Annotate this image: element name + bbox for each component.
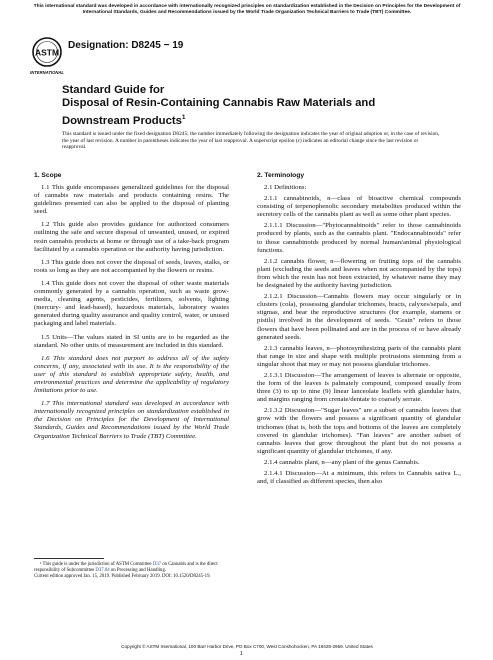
logo-subtext: INTERNATIONAL [30,70,64,75]
designation: Designation: D8245 − 19 [68,40,184,51]
paragraph-1-3: 1.3 This guide does not cover the disposal of seeds, leaves, stalks, or roots so long as they are not accompanied by the flowers or resins. [34,258,229,274]
paragraph-1-2: 1.2 This guide also provides guidance for authorized consumers outlining the safe and secure disposal of unwanted, unused, or expired resin cannabis products at home or through use of a take-back program facilitated by a cannabis operation or the authority having jurisdiction. [34,221,229,253]
paragraph-1-6: 1.6 This standard does not purport to address all of the safety concerns, if any, associated with its use. It is the responsibility of the user of this standard to establish appropriate safety, health, and environmental practices and determine the applicability of regulatory limitations prior to use. [34,354,229,395]
title-line-2: Disposal of Resin-Containing Cannabis Raw Materials and [62,97,376,110]
footnote-text-1: ¹ This guide is under the jurisdiction of ASTM Committee [40,562,153,567]
terminology-heading: 2. Terminology [257,172,305,179]
paragraph-1-4: 1.4 This guide does not cover the disposal of other waste materials commonly generated by a cannabis operation, such as waste grow-media, cleaning agents, pesticides, fertilizers, solvents, lighting (mercury- and lead-based), hazardous materials, laboratory wastes generated during quality assurance and quality control, water, or unused packaging and label materials. [34,279,229,328]
paragraph-1-1: 1.1 This guide encompasses generalized guidelines for the disposal of cannabis raw materials and products containing resins. The guidelines presented can also be applied to the disposal of planting seed. [34,184,229,216]
footnote-divider [34,558,104,559]
paragraph-2-1-4: 2.1.4 cannabis plant, n—any plant of the genus Cannabis. [264,458,420,466]
footnote-jurisdiction [34,562,229,579]
title-line-1: Standard Guide for [62,84,165,96]
document-title [62,84,442,128]
astm-logo [30,36,64,78]
standard-issue-note: This standard is issued under the fixed designation D8245; the number immediately following the designation indicates the year of original adoption or, in the case of revision, the year of last revision. A number in parentheses indicates the year of last reapproval. A superscript epsilon (ε) indicates an editorial change since the last revision or reapproval. [62,131,440,151]
paragraph-1-5: 1.5 Units—The values stated in SI units are to be regarded as the standard. No other units of measurement are included in this standard. [34,333,229,349]
footnote-text-3: on Processing and Handling. [109,567,167,573]
subcommittee-d37-04-link[interactable]: D37.04 [95,567,110,573]
paragraph-1-7: 1.7 This international standard was developed in accordance with internationally recognized principles on standardization established in the Decision on Principles for the Development of International Standards, Guides and Recommendations issued by the World Trade Organization Technical Barriers to Trade (TBT) Committee. [34,400,229,440]
paragraph-2-1-3-2: 2.1.3.2 Discussion—"Sugar leaves" are a subset of cannabis leaves that grow with the flowers and possess a significant quantity of glandular trichomes (that is, both the tops and bottoms of the leaves are completely covered in glandular trichomes). "Fan leaves" are another subset of cannabis leaves that grow throughout the plant but do not possess a significant quantity of glandular trichomes, if any. [257,407,461,455]
footnote-edition: Current edition approved Jan. 15, 2019. Published February 2019. DOI: 10.1520/D8245-19. [34,573,211,579]
paragraph-2-1-4-1: 2.1.4.1 Discussion—At a minimum, this refers to Cannabis sativa L., and, if classified as different species, then also [257,470,461,486]
paragraph-2-1-3-1: 2.1.3.1 Discussion—The arrangement of leaves is alternate or opposite, the form of the leaves is palmately compound, composed usually from three (3) to up to nine (9) linear lanceolate leaflets with glandular hairs, and margins ranging from crenate/dentate to coarsely serrate. [257,371,461,404]
tbt-notice: This international standard was developed in accordance with internationally recognized principles on standardization established in the Decision on Principles for the Development of International Standards, Guides and Recommendations issued by the World Trade Organization Technical Barriers to Trade (TBT) Committee. [33,4,461,15]
paragraph-2-1-1: 2.1.1 cannabinoids, n—class of bioactive chemical compounds consisting of terpenophenolic secondary metabolites produced within the secretory cells of the cannabis plant as well as some other plant species. [257,195,461,219]
paragraph-2-1-2: 2.1.2 cannabis flower, n—flowering or fruiting tops of the cannabis plant (excluding the seeds and leaves when not accompanied by the tops) from which the resin has not been extracted, by whatever name they may be designated by the authority having jurisdiction. [257,257,461,290]
terminology-column [257,172,461,489]
footnote-text-2: on Cannabis and is the direct responsibility of Subcommittee [34,562,218,573]
paragraph-2-1-2-1: 2.1.2.1 Discussion—Cannabis flowers may occur singularly or in clusters (cola), possessing glandular trichomes, bracts, calyxes/sepals, and stigmas, and bear the reproductive structures (for example, stamens or pistils) involved in the development of seeds. "Grain" refers to those flowers that have been pollinated and are in the process of or have already generated seeds. [257,293,461,341]
paragraph-2-1-3: 2.1.3 cannabis leaves, n—photosynthesizing parts of the cannabis plant that range in size and shape with multiple protrusions stemming from a singular shoot that may or may not possess glandular trichomes. [257,344,461,368]
committee-d37-link[interactable]: D37 [152,562,162,567]
scope-column [34,172,229,446]
copyright-footer: Copyright © ASTM International, 100 Barr Harbor Drive, PO Box C700, West Conshohocken, PA 19428-2959. United States [121,644,373,649]
scope-heading: 1. Scope [34,172,62,179]
title-footnote-mark: 1 [181,113,186,121]
logo-text: ASTM [34,47,60,58]
title-line-3: Downstream Products [62,114,182,127]
paragraph-2-1: 2.1 Definitions: [264,184,307,191]
page-number: 1 [240,651,243,657]
paragraph-2-1-1-1: 2.1.1.1 Discussion—"Phytocannabinoids" refer to those cannabinoids produced by plants, such as the cannabis plant. "Endocannabinoids" refer to those cannabinoids produced by normal human/animal physiological functions. [257,222,461,254]
